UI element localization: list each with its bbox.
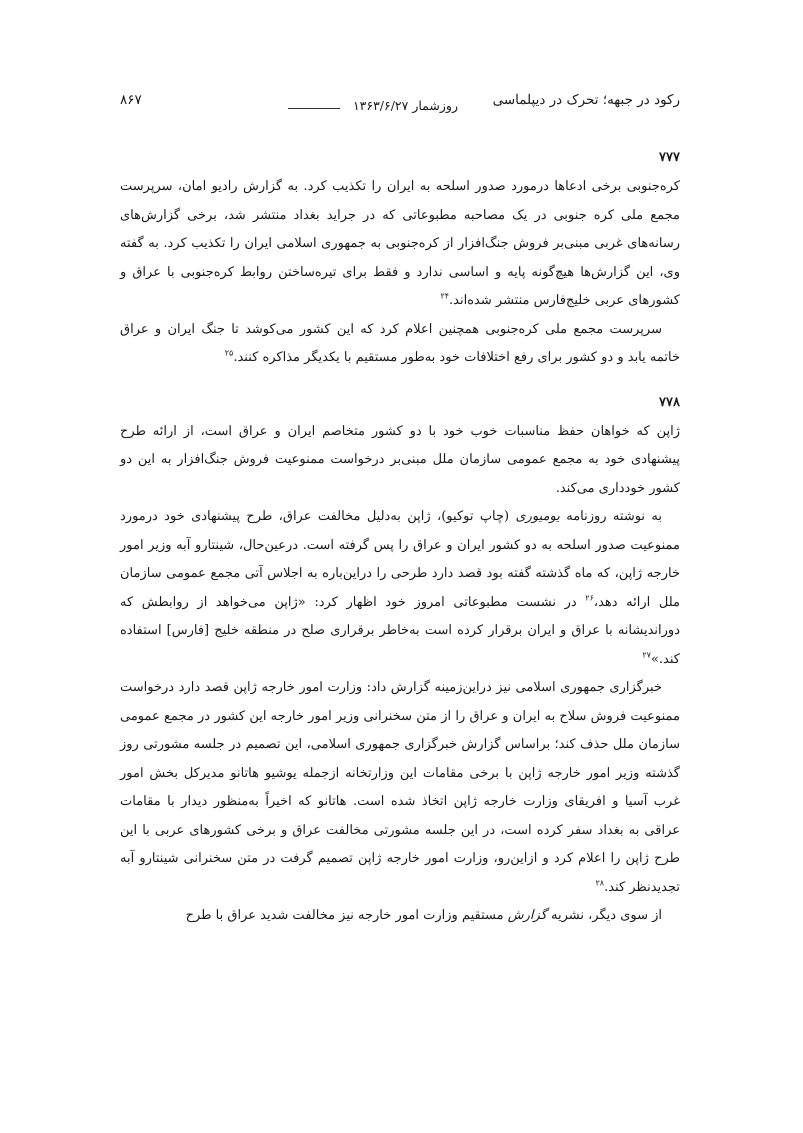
page-number: ۸۶۷ (120, 92, 142, 108)
entry-number: ۷۷۷ (659, 150, 680, 165)
entry-778 (120, 395, 680, 931)
entry-777 (120, 150, 680, 373)
paragraph-text: ژاپن که خواهان حفظ مناسبات خوب خود با دو کشور متخاصم ایران و عراق است، از ارائه طرح پیشنهادی خود به مجمع عمومی سازمان ملل مبنی‌بر درخواست ممنوعیت فروش جنگ‌افزار به این دو کشور خودداری می‌کند. (120, 423, 680, 496)
paragraph-text: سرپرست مجمع ملی کره‌جنوبی همچنین اعلام کرد که این کشور می‌کوشد تا جنگ ایران و عراق خاتمه یابد و دو کشور برای رفع اختلافات خود به‌طور مستقیم با یکدیگر مذاکره کنند. (120, 321, 680, 365)
paragraph (120, 902, 680, 931)
paragraph-text: در نشست مطبوعاتی امروز خود اظهار کرد: «ژاپن می‌خواهد از روابطش که دوراندیشانه با عراق و ایران برقرار کرده است به‌خاطر برقراری صلح در منطقه خلیج [فارس] استفاده کند.» (120, 594, 680, 667)
paragraph-text: از سوی دیگر، نشریه (546, 908, 662, 923)
paragraph (120, 316, 680, 373)
running-date: روزشمار ۱۳۶۳/۶/۲۷ (352, 98, 458, 113)
document-page (120, 88, 680, 931)
footnote-marker: ۲۶ (585, 593, 594, 603)
footnote-marker: ۲۷ (642, 650, 651, 660)
footnote-marker: ۲۵ (224, 348, 234, 358)
paragraph (120, 674, 680, 902)
running-title: رکود در جبهه؛ تحرک در دیپلماسی (492, 92, 680, 108)
paragraph-text: کره‌جنوبی برخی ادعاها درمورد صدور اسلحه به ایران را تکذیب کرد. به گزارش رادیو امان، سرپرست مجمع ملی کره جنوبی در یک مصاحبه مطبوعاتی که در جراید بغداد منتشر شد، برخی گزارش‌های رسانه‌های غربی مبنی‌بر فروش جنگ‌افزار از کره‌جنوبی به جمهوری اسلامی ایران را تکذیب کرد. به گفته وی، این گزارش‌ها هیچ‌گونه پایه و اساسی ندارد و فقط برای تیره‌ساختن روابط کره‌جنوبی با عراق و کشورهای عربی خلیج‌فارس منتشر شده‌اند. (120, 179, 680, 308)
paragraph-text: به نوشته روزنامه (559, 509, 662, 524)
footnote-marker: ۲۸ (595, 878, 605, 888)
header-rule (288, 108, 340, 109)
publication-name: گزارش (507, 908, 547, 923)
footnote-marker: ۲۴ (440, 291, 450, 301)
running-header (120, 88, 680, 116)
paragraph (120, 503, 680, 674)
paragraph-text: مستقیم وزارت امور خارجه نیز مخالفت شدید عراق با طرح (185, 908, 508, 923)
paragraph (120, 173, 680, 316)
paragraph (120, 418, 680, 504)
paragraph-text: خبرگزاری جمهوری اسلامی نیز دراین‌زمینه گزارش داد: وزارت امور خارجه ژاپن قصد دارد درخواست ممنوعیت فروش سلاح به ایران و عراق را از متن سخنرانی وزیر امور خارجه این کشور در مجمع عمومی سازمان ملل حذف کند؛ براساس گزارش خبرگزاری جمهوری اسلامی، این تصمیم در جلسه مشورتی روز گذشته وزیر امور خارجه ژاپن با برخی مقامات این وزارتخانه ازجمله یوشیو هاتانو مدیرکل بخش امور غرب آسیا و افریقای وزارت خارجه ژاپن اتخاذ شده است. هاتانو که اخیراً به‌منظور دیدار با مقامات عراقی به بغداد سفر کرده است، در این جلسه مشورتی مخالفت عراق و برخی کشورهای عربی با این طرح ژاپن را اعلام کرد و ازاین‌رو، وزارت امور خارجه ژاپن تصمیم گرفت در متن سخنرانی شینتارو آبه تجدیدنظر کند. (120, 680, 680, 895)
newspaper-name: یومیوری (515, 509, 560, 524)
paragraph-text: (چاپ توکیو)، ژاپن به‌دلیل مخالفت عراق، طرح پیشنهادی خود درمورد ممنوعیت صدور اسلحه به دو کشور ایران و عراق را پس گرفته است. درعین‌حال، شینتارو آبه وزیر امور خارجه ژاپن، که ماه گذشته گفته بود قصد دارد طرحی را دراین‌باره به اجلاس آتی مجمع عمومی سازمان ملل ارائه دهد، (120, 509, 680, 610)
entry-number: ۷۷۸ (659, 394, 680, 410)
